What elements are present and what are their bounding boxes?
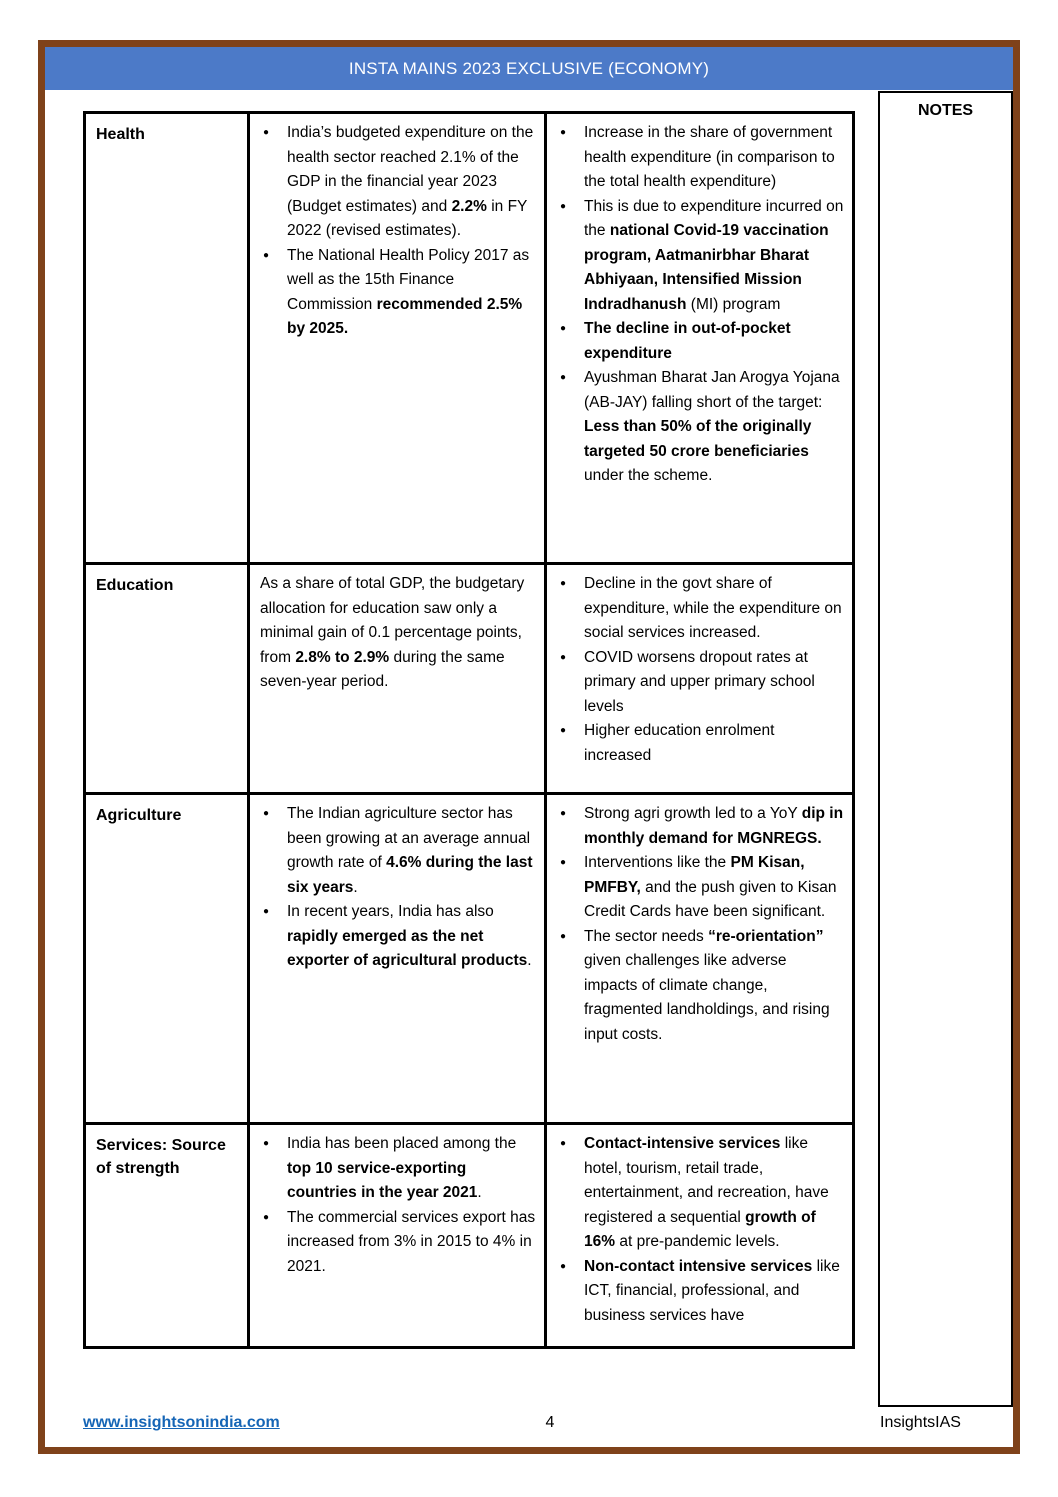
bullet-item: [256, 900, 536, 974]
table-row: [86, 792, 852, 1122]
bullet-icon: ●: [263, 808, 270, 819]
bullet-text: [287, 1132, 536, 1206]
row-label: Agriculture: [96, 807, 182, 824]
text-segment: .: [353, 878, 358, 896]
bold-text-segment: Less than 50% of the originally targeted 50 crore beneficiaries: [584, 418, 812, 460]
text-segment: (MI) program: [686, 295, 781, 313]
text-segment: The National Health Policy 2017 as well as the 15th Finance Commission: [287, 246, 530, 313]
table-cell: [544, 795, 852, 1122]
paragraph-text: [256, 572, 536, 695]
row-label: Health: [96, 126, 145, 143]
bullet-icon: ●: [560, 372, 567, 383]
bullet-text: [584, 646, 844, 720]
bullet-text: [584, 925, 844, 1048]
text-segment: given challenges like adverse impacts of climate change, fragmented landholdings, and rising input costs.: [584, 952, 830, 1043]
bold-text-segment: Contact-intensive services: [584, 1135, 781, 1152]
bullet-icon: ●: [263, 1211, 270, 1223]
bullet-item: [553, 317, 844, 366]
bold-text-segment: The decline in out-of-pocket expenditure: [584, 320, 791, 362]
bullet-item: [256, 121, 536, 244]
footer-link[interactable]: www.insightsonindia.com: [83, 1414, 280, 1431]
bullet-icon: ●: [263, 906, 270, 917]
bullet-text: [584, 1255, 844, 1329]
bold-text-segment: 2.8% to 2.9%: [295, 648, 390, 666]
table-row: [86, 1122, 852, 1346]
bold-text-segment: 4.6% during the last six years: [287, 854, 533, 896]
text-segment: As a share of total GDP, the budgetary allocation for education saw only a minimal gain of 0.1 percentage points, from: [260, 575, 525, 666]
bullet-text: [287, 244, 536, 342]
notes-box: [878, 91, 1013, 1407]
text-segment: Strong agri growth led to a YoY: [584, 805, 802, 822]
bold-text-segment: 2.2%: [451, 197, 487, 215]
bullet-item: [553, 802, 844, 851]
bold-text-segment: “re-orientation”: [708, 927, 824, 945]
table-cell: [544, 1125, 852, 1346]
bullet-item: [553, 572, 844, 646]
bullet-item: [553, 925, 844, 1048]
text-segment: Increase in the share of government health expenditure (in comparison to the total health expenditure): [584, 124, 835, 190]
bullet-icon: ●: [263, 249, 270, 261]
bullet-item: [256, 244, 536, 342]
row-label: Services: Source of strength: [96, 1137, 226, 1177]
bullet-icon: ●: [560, 808, 567, 819]
text-segment: under the scheme.: [584, 467, 713, 484]
bullet-text: [287, 1206, 536, 1280]
bold-text-segment: Non-contact intensive services: [584, 1257, 813, 1275]
row-label: Education: [96, 577, 174, 594]
bullet-icon: ●: [263, 1138, 270, 1149]
text-segment: COVID worsens dropout rates at primary and upper primary school levels: [584, 648, 815, 715]
content-table: [83, 111, 855, 1349]
bullet-text: [584, 121, 844, 195]
bullet-icon: ●: [560, 1138, 567, 1149]
bullet-text: [584, 851, 844, 925]
bullet-item: [553, 366, 844, 489]
bullet-text: [584, 366, 844, 489]
bullet-text: [584, 317, 844, 366]
bullet-item: [553, 1132, 844, 1255]
bold-text-segment: national Covid-19 vaccination program, Aatmanirbhar Bharat Abhiyaan, Intensified Mission Indradhanush: [584, 222, 829, 313]
bullet-icon: ●: [560, 857, 567, 868]
bullet-icon: ●: [560, 930, 567, 942]
text-segment: in FY 2022 (revised estimates).: [287, 197, 528, 239]
notes-label: NOTES: [917, 102, 974, 119]
bullet-icon: ●: [560, 323, 567, 334]
bullet-item: [553, 851, 844, 925]
header-band: [45, 47, 1013, 90]
bullet-item: [256, 802, 536, 900]
bullet-item: [553, 195, 844, 318]
text-segment: like ICT, financial, professional, and business services have: [584, 1257, 840, 1324]
bullet-item: [553, 646, 844, 720]
bullet-icon: ●: [560, 1260, 567, 1272]
text-segment: .: [477, 1184, 482, 1201]
text-segment: during the same seven-year period.: [260, 648, 505, 690]
bold-text-segment: top 10 service-exporting countries in the year 2021: [287, 1159, 478, 1201]
document-page-frame: [38, 40, 1020, 1454]
bold-text-segment: growth of 16%: [584, 1208, 816, 1250]
text-segment: The Indian agriculture sector has been growing at an average annual growth rate of: [287, 805, 531, 871]
bullet-icon: ●: [560, 651, 567, 663]
text-segment: and the push given to Kisan Credit Cards have been significant.: [584, 878, 837, 920]
bullet-icon: ●: [560, 127, 567, 138]
text-segment: Interventions like the: [584, 854, 731, 871]
bold-text-segment: dip in monthly demand for MGNREGS.: [584, 805, 844, 847]
table-row: [86, 114, 852, 562]
bullet-item: [553, 719, 844, 768]
table-cell: [247, 114, 544, 562]
bullet-icon: ●: [560, 200, 567, 212]
page-number: 4: [545, 1414, 555, 1431]
text-segment: Ayushman Bharat Jan Arogya Yojana (AB-JAY) falling short of the target:: [584, 369, 840, 411]
text-segment: The sector needs: [584, 927, 709, 945]
table-cell: [544, 114, 852, 562]
bullet-text: [287, 900, 536, 974]
text-segment: at pre-pandemic levels.: [615, 1233, 780, 1250]
bullet-text: [287, 802, 536, 900]
text-segment: This is due to expenditure incurred on the: [584, 197, 844, 239]
bullet-item: [256, 1132, 536, 1206]
text-segment: India’s budgeted expenditure on the health sector reached 2.1% of the GDP in the financial year 2023 (Budget estimates) and: [287, 124, 534, 215]
table-row: [86, 562, 852, 792]
bullet-text: [584, 195, 844, 318]
table-cell: [247, 795, 544, 1122]
bullet-item: [256, 1206, 536, 1280]
bold-text-segment: PM Kisan, PMFBY,: [584, 854, 805, 896]
table-cell: [247, 1125, 544, 1346]
bullet-icon: ●: [560, 578, 567, 589]
text-segment: India has been placed among the: [287, 1135, 517, 1152]
bold-text-segment: recommended 2.5% by 2025.: [287, 295, 523, 337]
bullet-text: [584, 719, 844, 768]
bullet-item: [553, 121, 844, 195]
bullet-item: [553, 1255, 844, 1329]
bullet-text: [584, 802, 844, 851]
page-title: INSTA MAINS 2023 EXCLUSIVE (ECONOMY): [348, 58, 710, 78]
text-segment: like hotel, tourism, retail trade, entertainment, and recreation, have registered a sequential: [584, 1135, 829, 1226]
text-segment: The commercial services export has increased from 3% in 2015 to 4% in 2021.: [287, 1208, 536, 1275]
text-segment: Higher education enrolment increased: [584, 722, 775, 764]
bullet-icon: ●: [560, 725, 567, 736]
text-segment: In recent years, India has also: [287, 903, 494, 920]
bold-text-segment: rapidly emerged as the net exporter of agricultural products: [287, 927, 528, 969]
text-segment: Decline in the govt share of expenditure, while the expenditure on social services increased.: [584, 575, 842, 641]
text-segment: .: [527, 952, 532, 969]
footer-brand: InsightsIAS: [880, 1414, 961, 1431]
table-cell: [544, 565, 852, 792]
table-cell: [247, 565, 544, 792]
bullet-text: [287, 121, 536, 244]
bullet-icon: ●: [263, 127, 270, 138]
bullet-text: [584, 1132, 844, 1255]
bullet-text: [584, 572, 844, 646]
